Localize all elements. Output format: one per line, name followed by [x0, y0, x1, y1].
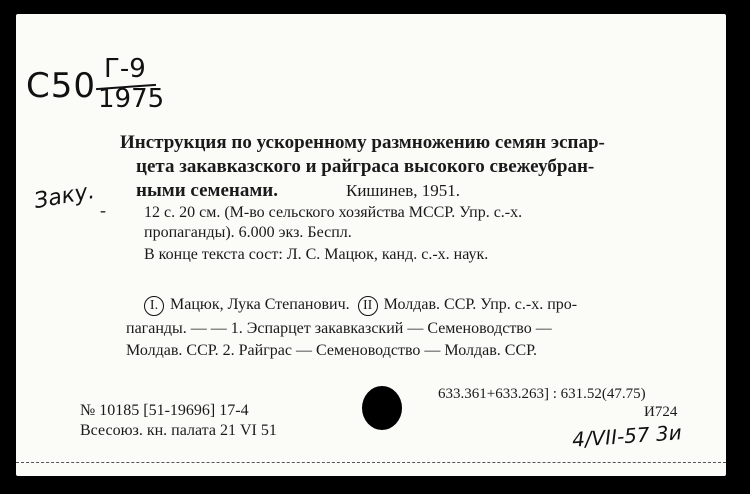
- handwritten-date: 4/VII-57 3и: [571, 420, 683, 452]
- tracing-marker-2: II: [358, 296, 378, 316]
- book-chamber-line: Всесоюз. кн. палата 21 VI 51: [80, 422, 277, 439]
- margin-mark: -: [100, 200, 106, 220]
- entry-title-line-2: цета закавказского и райграса высокого свежеубран-: [136, 156, 595, 177]
- shelf-mark-code: С50: [26, 66, 97, 106]
- author-mark: И724: [644, 404, 678, 420]
- entry-title-line-1: Инструкция по ускоренному размножению семян эспар-: [120, 132, 605, 153]
- entry-title-line-3: ными семенами.: [136, 180, 278, 201]
- tracing-author: Мацюк, Лука Степанович.: [170, 296, 350, 313]
- catalog-card: [16, 14, 726, 476]
- tracings-line-1: [144, 296, 577, 316]
- card-bottom-edge: [16, 462, 726, 464]
- tracing-marker-1: I.: [144, 296, 164, 316]
- entry-imprint: Кишинев, 1951.: [346, 181, 461, 200]
- card-number: № 10185 [51-19696] 17-4: [80, 402, 249, 419]
- shelf-mark-denominator: 1975: [98, 84, 165, 114]
- entry-physical-line-2: пропаганды). 6.000 экз. Беспл.: [144, 224, 352, 241]
- ink-blot: [362, 386, 402, 430]
- entry-physical-line-1: 12 с. 20 см. (М-во сельского хозяйства МССР. Упр. с.-х.: [144, 204, 523, 221]
- tracings-line-2: паганды. — — 1. Эспарцет закавказский — Семеноводство —: [126, 320, 552, 337]
- udc-classification: 633.361+633.263] : 631.52(47.75): [438, 386, 646, 402]
- entry-note: В конце текста сост: Л. С. Мацюк, канд. с.-х. наук.: [144, 246, 489, 263]
- tracings-line-3: Молдав. ССР. 2. Райграс — Семеноводство — Молдав. ССР.: [126, 342, 538, 359]
- margin-note: Заку.: [32, 178, 97, 215]
- tracing-corporate: Молдав. ССР. Упр. с.-х. про-: [383, 296, 578, 313]
- shelf-mark-numerator: Г-9: [104, 54, 146, 84]
